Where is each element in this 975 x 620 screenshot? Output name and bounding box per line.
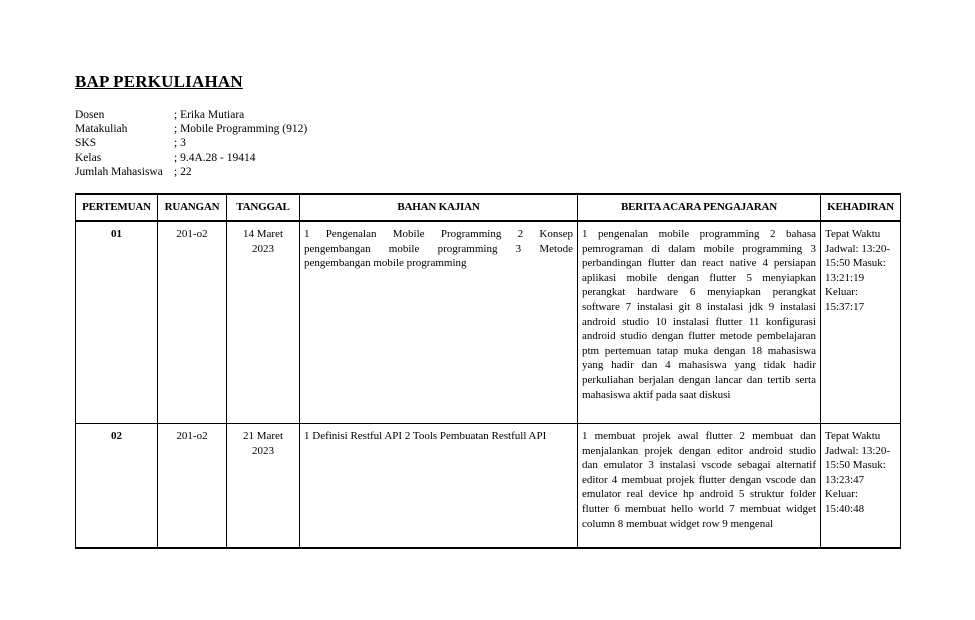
column-header-tanggal: TANGGAL [227, 194, 300, 221]
cell-ruangan: 201-o2 [158, 221, 227, 424]
cell-pertemuan: 02 [76, 424, 158, 549]
meta-label: Jumlah Mahasiswa [75, 165, 163, 178]
table-row [76, 221, 901, 424]
column-header-berita-acara: BERITA ACARA PENGAJARAN [578, 194, 821, 221]
cell-berita-acara: 1 pengenalan mobile programming 2 bahasa pemrograman di dalam mobile programming 3 perbandingan flutter dan react native 4 persiapan aplikasi mobile dengan flutter 5 menyiapkan perangkat hardware 6 menyiapkan perangkat software 7 instalasi git 8 instalasi jdk 9 instalasi android studio 10 instalasi flutter 11 konfigurasi android studio dengan flutter metode pembelajaran ptm pertemuan tatap muka dengan 18 mahasiswa yang hadir dan 4 mahasiswa yang tidak hadir perkuliahan berjalan dengan lancar dan tertib serta mahasiswa aktif pada saat diskusi [578, 221, 821, 424]
meta-value: ; 9.4A.28 - 19414 [174, 151, 256, 164]
meta-label: SKS [75, 137, 97, 150]
meta-label: Dosen [75, 109, 105, 121]
page-title: BAP PERKULIAHAN [75, 72, 243, 91]
course-info [75, 108, 307, 179]
cell-kehadiran: Tepat Waktu Jadwal: 13:20-15:50 Masuk: 13:23:47 Keluar: 15:40:48 [821, 424, 901, 549]
meta-row-sks [75, 136, 307, 150]
meta-row-jumlah-mahasiswa [75, 165, 307, 179]
meta-row-dosen [75, 108, 307, 122]
meta-label: Kelas [75, 151, 102, 164]
cell-tanggal: 14 Maret 2023 [227, 221, 300, 424]
bap-table [75, 193, 901, 549]
table-row [76, 424, 901, 549]
column-header-kehadiran: KEHADIRAN [821, 194, 901, 221]
cell-berita-acara: 1 membuat projek awal flutter 2 membuat dan menjalankan projek dengan editor android studio dan emulator 3 instalasi vscode sebagai alternatif editor 4 membuat projek flutter dengan vscode dan emulator real device hp android 5 struktur folder flutter 6 membuat hello world 7 membuat widget column 8 membuat widget row 9 mengenal [578, 424, 821, 549]
meta-label: Matakuliah [75, 123, 128, 136]
column-header-pertemuan: PERTEMUAN [76, 194, 158, 221]
cell-ruangan: 201-o2 [158, 424, 227, 549]
cell-kehadiran: Tepat Waktu Jadwal: 13:20-15:50 Masuk: 13:21:19 Keluar: 15:37:17 [821, 221, 901, 424]
table-header-row [76, 194, 901, 221]
meta-value: ; 22 [174, 165, 192, 178]
meta-value: ; 3 [174, 137, 186, 150]
cell-bahan-kajian: 1 Definisi Restful API 2 Tools Pembuatan Restfull API [300, 424, 578, 549]
column-header-bahan-kajian: BAHAN KAJIAN [300, 194, 578, 221]
column-header-ruangan: RUANGAN [158, 194, 227, 221]
cell-pertemuan: 01 [76, 221, 158, 424]
cell-tanggal: 21 Maret 2023 [227, 424, 300, 549]
meta-value: ; Mobile Programming (912) [174, 123, 308, 136]
cell-bahan-kajian: 1 Pengenalan Mobile Programming 2 Konsep pengembangan mobile programming 3 Metode pengembangan mobile programming [300, 221, 578, 424]
meta-row-kelas [75, 151, 307, 165]
meta-value: ; Erika Mutiara [174, 109, 245, 121]
meta-row-matakuliah [75, 122, 307, 136]
